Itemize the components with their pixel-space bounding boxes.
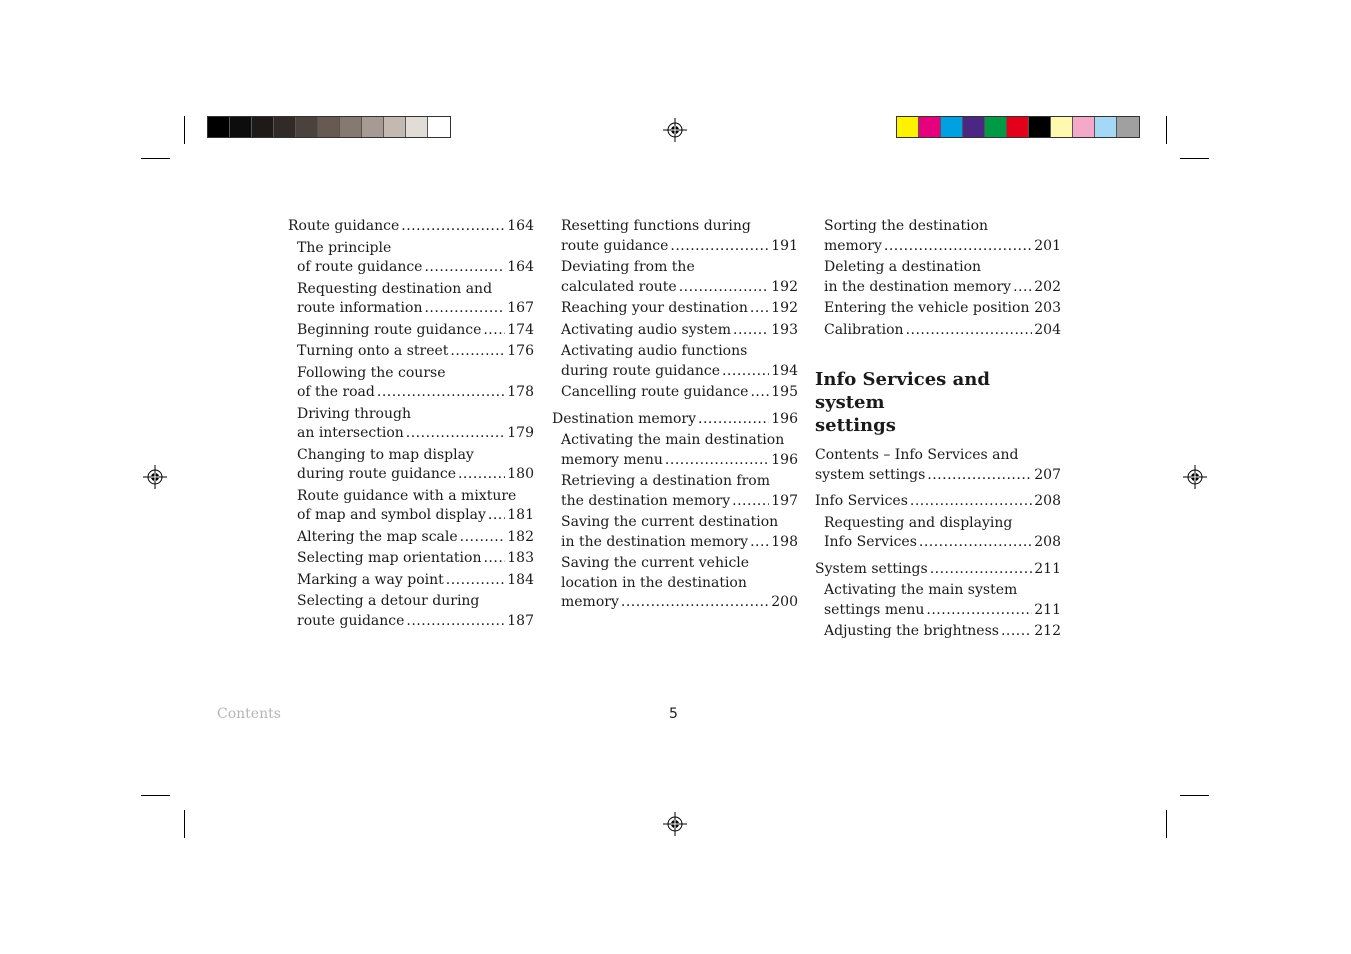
toc-subentry[interactable] bbox=[288, 446, 534, 485]
toc-entry-title: Route guidance bbox=[288, 218, 400, 234]
toc-column-1 bbox=[288, 215, 534, 631]
crop-mark bbox=[1166, 116, 1167, 144]
dot-leader bbox=[424, 258, 505, 278]
toc-entry[interactable] bbox=[552, 410, 798, 430]
toc-page-number: 192 bbox=[771, 278, 798, 295]
toc-entry-row bbox=[297, 506, 534, 526]
toc-entry-row bbox=[815, 466, 1061, 486]
dot-leader bbox=[750, 533, 769, 553]
toc-entry[interactable] bbox=[815, 560, 1061, 580]
toc-page-number: 195 bbox=[771, 384, 798, 400]
toc-entry-title: in the destination memory bbox=[824, 278, 1012, 295]
dot-leader bbox=[733, 321, 769, 341]
toc-page-number: 187 bbox=[507, 612, 534, 629]
toc-entry-row bbox=[297, 299, 534, 319]
toc-entry-text-line: Selecting a detour during bbox=[297, 593, 480, 609]
toc-page-number: 208 bbox=[1034, 493, 1061, 509]
toc-subentry[interactable] bbox=[288, 342, 534, 362]
toc-entry-title: memory menu bbox=[561, 451, 663, 468]
toc-page-number: 179 bbox=[507, 425, 534, 441]
toc-subentry[interactable] bbox=[552, 217, 798, 256]
grayscale-calibration-bar bbox=[207, 116, 451, 138]
toc-page-number: 207 bbox=[1034, 466, 1061, 483]
crop-mark bbox=[184, 116, 185, 144]
color-swatch bbox=[919, 117, 941, 137]
toc-subentry[interactable] bbox=[552, 472, 798, 511]
color-swatch bbox=[1117, 117, 1139, 137]
dot-leader bbox=[1031, 299, 1032, 319]
toc-subentry[interactable] bbox=[552, 554, 798, 613]
toc-entry-text-line: location in the destination bbox=[561, 574, 747, 591]
toc-entry-row bbox=[561, 237, 798, 257]
section-heading bbox=[815, 368, 1061, 437]
dot-leader bbox=[926, 601, 1032, 621]
dot-leader bbox=[930, 560, 1033, 580]
toc-entry-title: Cancelling route guidance bbox=[561, 384, 749, 400]
dot-leader bbox=[488, 506, 505, 526]
toc-entry-text-line: Resetting functions during bbox=[561, 218, 751, 234]
dot-leader bbox=[927, 466, 1032, 486]
dot-leader bbox=[483, 321, 505, 341]
toc-entry-title: Entering the vehicle position bbox=[824, 300, 1030, 316]
toc-page-number: 201 bbox=[1034, 237, 1061, 254]
toc-entry-title: Calibration bbox=[824, 321, 904, 338]
toc-entry-text-line: The principle bbox=[297, 239, 392, 256]
toc-subentry[interactable] bbox=[815, 622, 1061, 642]
toc-subentry[interactable] bbox=[288, 364, 534, 403]
toc-entry-row bbox=[561, 321, 798, 341]
section-heading-line: settings bbox=[815, 415, 896, 436]
toc-entry-row bbox=[297, 258, 534, 278]
dot-leader bbox=[406, 424, 505, 444]
dot-leader bbox=[621, 593, 769, 613]
toc-page-number: 164 bbox=[507, 259, 534, 275]
toc-subentry[interactable] bbox=[288, 592, 534, 631]
color-swatch bbox=[1029, 117, 1051, 137]
color-swatch bbox=[985, 117, 1007, 137]
toc-entry-row bbox=[824, 299, 1061, 319]
dot-leader bbox=[698, 410, 769, 430]
toc-subentry[interactable] bbox=[552, 513, 798, 552]
toc-column-3 bbox=[815, 215, 1061, 642]
toc-subentry[interactable] bbox=[552, 383, 798, 403]
dot-leader bbox=[1013, 278, 1032, 298]
toc-entry-text-line: Activating the main system bbox=[824, 582, 1018, 598]
color-swatch bbox=[362, 117, 384, 137]
toc-entry-title: of map and symbol display bbox=[297, 507, 486, 523]
toc-subentry[interactable] bbox=[552, 258, 798, 297]
toc-subentry[interactable] bbox=[815, 258, 1061, 297]
toc-page-number: 164 bbox=[507, 218, 534, 234]
toc-page-number: 211 bbox=[1034, 601, 1061, 618]
toc-entry-row bbox=[815, 560, 1061, 580]
toc-page-number: 194 bbox=[771, 362, 798, 379]
toc-page-number: 182 bbox=[507, 528, 534, 545]
dot-leader bbox=[906, 321, 1033, 341]
toc-entry-row bbox=[297, 342, 534, 362]
toc-page-number: 202 bbox=[1034, 278, 1061, 295]
color-swatch bbox=[208, 117, 230, 137]
toc-entry-text-line: Requesting destination and bbox=[297, 280, 493, 297]
toc-subentry[interactable] bbox=[288, 528, 534, 548]
toc-entry-row bbox=[824, 533, 1061, 553]
toc-subentry[interactable] bbox=[815, 514, 1061, 553]
registration-mark-icon bbox=[663, 812, 687, 836]
toc-subentry[interactable] bbox=[288, 280, 534, 319]
toc-page-number: 192 bbox=[771, 300, 798, 316]
toc-entry-row bbox=[561, 299, 798, 319]
toc-entry-title: Info Services bbox=[824, 534, 917, 550]
toc-entry-text-line: Retrieving a destination from bbox=[561, 473, 770, 489]
dot-leader bbox=[670, 237, 769, 257]
toc-entry-title: Marking a way point bbox=[297, 571, 444, 588]
toc-page-number: 208 bbox=[1034, 534, 1061, 550]
toc-entry-title: settings menu bbox=[824, 601, 925, 618]
crop-mark bbox=[1180, 795, 1209, 796]
toc-page-number: 167 bbox=[507, 300, 534, 316]
toc-entry-row bbox=[561, 383, 798, 403]
toc-page-number: 212 bbox=[1034, 623, 1061, 639]
toc-subentry[interactable] bbox=[552, 299, 798, 319]
toc-page-number: 178 bbox=[507, 384, 534, 400]
toc-entry-title: during route guidance bbox=[297, 466, 456, 482]
toc-page-number: 174 bbox=[507, 321, 534, 338]
color-swatch bbox=[318, 117, 340, 137]
toc-entry-row bbox=[561, 451, 798, 471]
toc-subentry[interactable] bbox=[815, 581, 1061, 620]
dot-leader bbox=[406, 612, 505, 632]
crop-mark bbox=[1166, 810, 1167, 838]
toc-subentry[interactable] bbox=[552, 342, 798, 381]
color-swatch bbox=[1073, 117, 1095, 137]
toc-entry-text-line: Requesting and displaying bbox=[824, 514, 1013, 531]
toc-entry-title: of route guidance bbox=[297, 259, 423, 275]
crop-mark bbox=[184, 810, 185, 838]
toc-subentry[interactable] bbox=[288, 571, 534, 591]
toc-entry-title: Info Services bbox=[815, 493, 908, 509]
dot-leader bbox=[377, 383, 505, 403]
dot-leader bbox=[460, 528, 506, 548]
toc-entry-title: an intersection bbox=[297, 425, 404, 441]
toc-entry-title: system settings bbox=[815, 466, 926, 483]
color-swatch bbox=[296, 117, 318, 137]
color-swatch bbox=[963, 117, 985, 137]
toc-entry-title: in the destination memory bbox=[561, 533, 749, 550]
toc-entry-text-line: Route guidance with a mixture bbox=[297, 487, 517, 504]
color-swatch bbox=[274, 117, 296, 137]
color-swatch bbox=[1051, 117, 1073, 137]
toc-subentry[interactable] bbox=[288, 549, 534, 569]
toc-entry-row bbox=[552, 410, 798, 430]
toc-entry-row bbox=[824, 321, 1061, 341]
toc-subentry[interactable] bbox=[288, 405, 534, 444]
toc-entry-title: route guidance bbox=[561, 237, 669, 254]
dot-leader bbox=[679, 278, 770, 298]
toc-page-number: 197 bbox=[771, 492, 798, 509]
footer-section-label: Contents bbox=[217, 706, 281, 722]
crop-mark bbox=[141, 795, 170, 796]
toc-subentry[interactable] bbox=[288, 487, 534, 526]
toc-entry-row bbox=[297, 465, 534, 485]
toc-entry-text-line: Saving the current destination bbox=[561, 514, 779, 530]
dot-leader bbox=[450, 342, 505, 362]
toc-entry-title: Altering the map scale bbox=[297, 528, 458, 545]
toc-entry-row bbox=[824, 622, 1061, 642]
toc-subentry[interactable] bbox=[288, 321, 534, 341]
page-number: 5 bbox=[669, 706, 678, 722]
toc-entry-title: route guidance bbox=[297, 612, 405, 629]
toc-page-number: 191 bbox=[771, 237, 798, 254]
color-calibration-bar bbox=[896, 116, 1140, 138]
dot-leader bbox=[1001, 622, 1032, 642]
toc-entry-row bbox=[561, 593, 798, 613]
color-swatch bbox=[1007, 117, 1029, 137]
toc-entry[interactable] bbox=[815, 492, 1061, 512]
toc-entry-row bbox=[824, 237, 1061, 257]
toc-entry[interactable] bbox=[815, 446, 1061, 485]
toc-subentry[interactable] bbox=[552, 321, 798, 341]
toc-entry-row bbox=[297, 528, 534, 548]
toc-entry-text-line: Following the course bbox=[297, 364, 446, 381]
color-swatch bbox=[941, 117, 963, 137]
section-heading-line: Info Services and system bbox=[815, 369, 990, 413]
toc-entry[interactable] bbox=[288, 217, 534, 237]
dot-leader bbox=[424, 299, 505, 319]
toc-page-number: 203 bbox=[1034, 300, 1061, 316]
toc-entry-text-line: Activating audio functions bbox=[561, 343, 748, 359]
dot-leader bbox=[884, 237, 1032, 257]
toc-page-number: 198 bbox=[771, 533, 798, 550]
toc-entry-row bbox=[297, 571, 534, 591]
toc-entry-title: memory bbox=[561, 594, 619, 610]
dot-leader bbox=[458, 465, 505, 485]
toc-entry-title: Adjusting the brightness bbox=[824, 623, 999, 639]
toc-entry-text-line: Driving through bbox=[297, 405, 411, 422]
toc-page-number: 211 bbox=[1034, 560, 1061, 577]
dot-leader bbox=[483, 549, 505, 569]
toc-page-number: 193 bbox=[771, 321, 798, 338]
toc-entry-row bbox=[297, 321, 534, 341]
color-swatch bbox=[230, 117, 252, 137]
toc-entry-text-line: Contents – Info Services and bbox=[815, 447, 1019, 463]
toc-entry-title: Activating audio system bbox=[561, 321, 731, 338]
toc-entry-title: System settings bbox=[815, 560, 928, 577]
crop-mark bbox=[1180, 158, 1209, 159]
toc-entry-title: Selecting map orientation bbox=[297, 550, 482, 566]
toc-entry-row bbox=[297, 424, 534, 444]
dot-leader bbox=[722, 362, 769, 382]
toc-entry-title: route information bbox=[297, 300, 423, 316]
toc-entry-text-line: Saving the current vehicle bbox=[561, 555, 750, 571]
dot-leader bbox=[401, 217, 505, 237]
toc-page-number: 196 bbox=[771, 451, 798, 468]
dot-leader bbox=[446, 571, 506, 591]
toc-subentry[interactable] bbox=[288, 239, 534, 278]
dot-leader bbox=[910, 492, 1032, 512]
registration-mark-icon bbox=[1183, 465, 1207, 489]
toc-entry-row bbox=[297, 383, 534, 403]
registration-mark-icon bbox=[143, 465, 167, 489]
toc-entry-text-line: Changing to map display bbox=[297, 446, 474, 463]
toc-page-number: 181 bbox=[507, 507, 534, 523]
toc-entry-title: Destination memory bbox=[552, 410, 697, 427]
toc-entry-row bbox=[824, 278, 1061, 298]
toc-entry-row bbox=[815, 492, 1061, 512]
toc-subentry[interactable] bbox=[815, 217, 1061, 256]
toc-subentry[interactable] bbox=[815, 321, 1061, 341]
toc-subentry[interactable] bbox=[552, 431, 798, 470]
toc-page-number: 176 bbox=[507, 343, 534, 359]
color-swatch bbox=[428, 117, 450, 137]
color-swatch bbox=[897, 117, 919, 137]
toc-entry-title: Reaching your destination bbox=[561, 300, 748, 316]
toc-entry-title: Beginning route guidance bbox=[297, 321, 482, 338]
toc-entry-row bbox=[561, 362, 798, 382]
color-swatch bbox=[384, 117, 406, 137]
toc-entry-title: memory bbox=[824, 237, 882, 254]
toc-page-number: 183 bbox=[507, 550, 534, 566]
toc-entry-row bbox=[297, 549, 534, 569]
registration-mark-icon bbox=[663, 118, 687, 142]
toc-subentry[interactable] bbox=[815, 299, 1061, 319]
toc-entry-title: calculated route bbox=[561, 278, 677, 295]
toc-entry-title: Turning onto a street bbox=[297, 343, 449, 359]
dot-leader bbox=[732, 492, 769, 512]
dot-leader bbox=[750, 383, 769, 403]
toc-entry-row bbox=[824, 601, 1061, 621]
toc-entry-row bbox=[561, 492, 798, 512]
toc-entry-text-line: Sorting the destination bbox=[824, 218, 989, 234]
toc-column-2 bbox=[552, 215, 798, 613]
toc-page-number: 184 bbox=[507, 571, 534, 588]
toc-entry-title: during route guidance bbox=[561, 362, 720, 379]
color-swatch bbox=[1095, 117, 1117, 137]
toc-entry-row bbox=[561, 533, 798, 553]
toc-entry-text-line: Deviating from the bbox=[561, 259, 695, 275]
toc-page-number: 204 bbox=[1034, 321, 1061, 338]
dot-leader bbox=[665, 451, 769, 471]
toc-entry-row bbox=[288, 217, 534, 237]
toc-entry-text-line: Activating the main destination bbox=[561, 432, 785, 448]
toc-entry-title: of the road bbox=[297, 384, 375, 400]
color-swatch bbox=[406, 117, 428, 137]
toc-entry-text-line: Deleting a destination bbox=[824, 259, 982, 275]
toc-page-number: 196 bbox=[771, 410, 798, 427]
toc-page-number: 200 bbox=[771, 594, 798, 610]
toc-entry-row bbox=[297, 612, 534, 632]
toc-entry-row bbox=[561, 278, 798, 298]
toc-page-number: 180 bbox=[507, 466, 534, 482]
color-swatch bbox=[252, 117, 274, 137]
crop-mark bbox=[141, 158, 170, 159]
color-swatch bbox=[340, 117, 362, 137]
toc-entry-title: the destination memory bbox=[561, 492, 731, 509]
dot-leader bbox=[919, 533, 1032, 553]
dot-leader bbox=[750, 299, 769, 319]
